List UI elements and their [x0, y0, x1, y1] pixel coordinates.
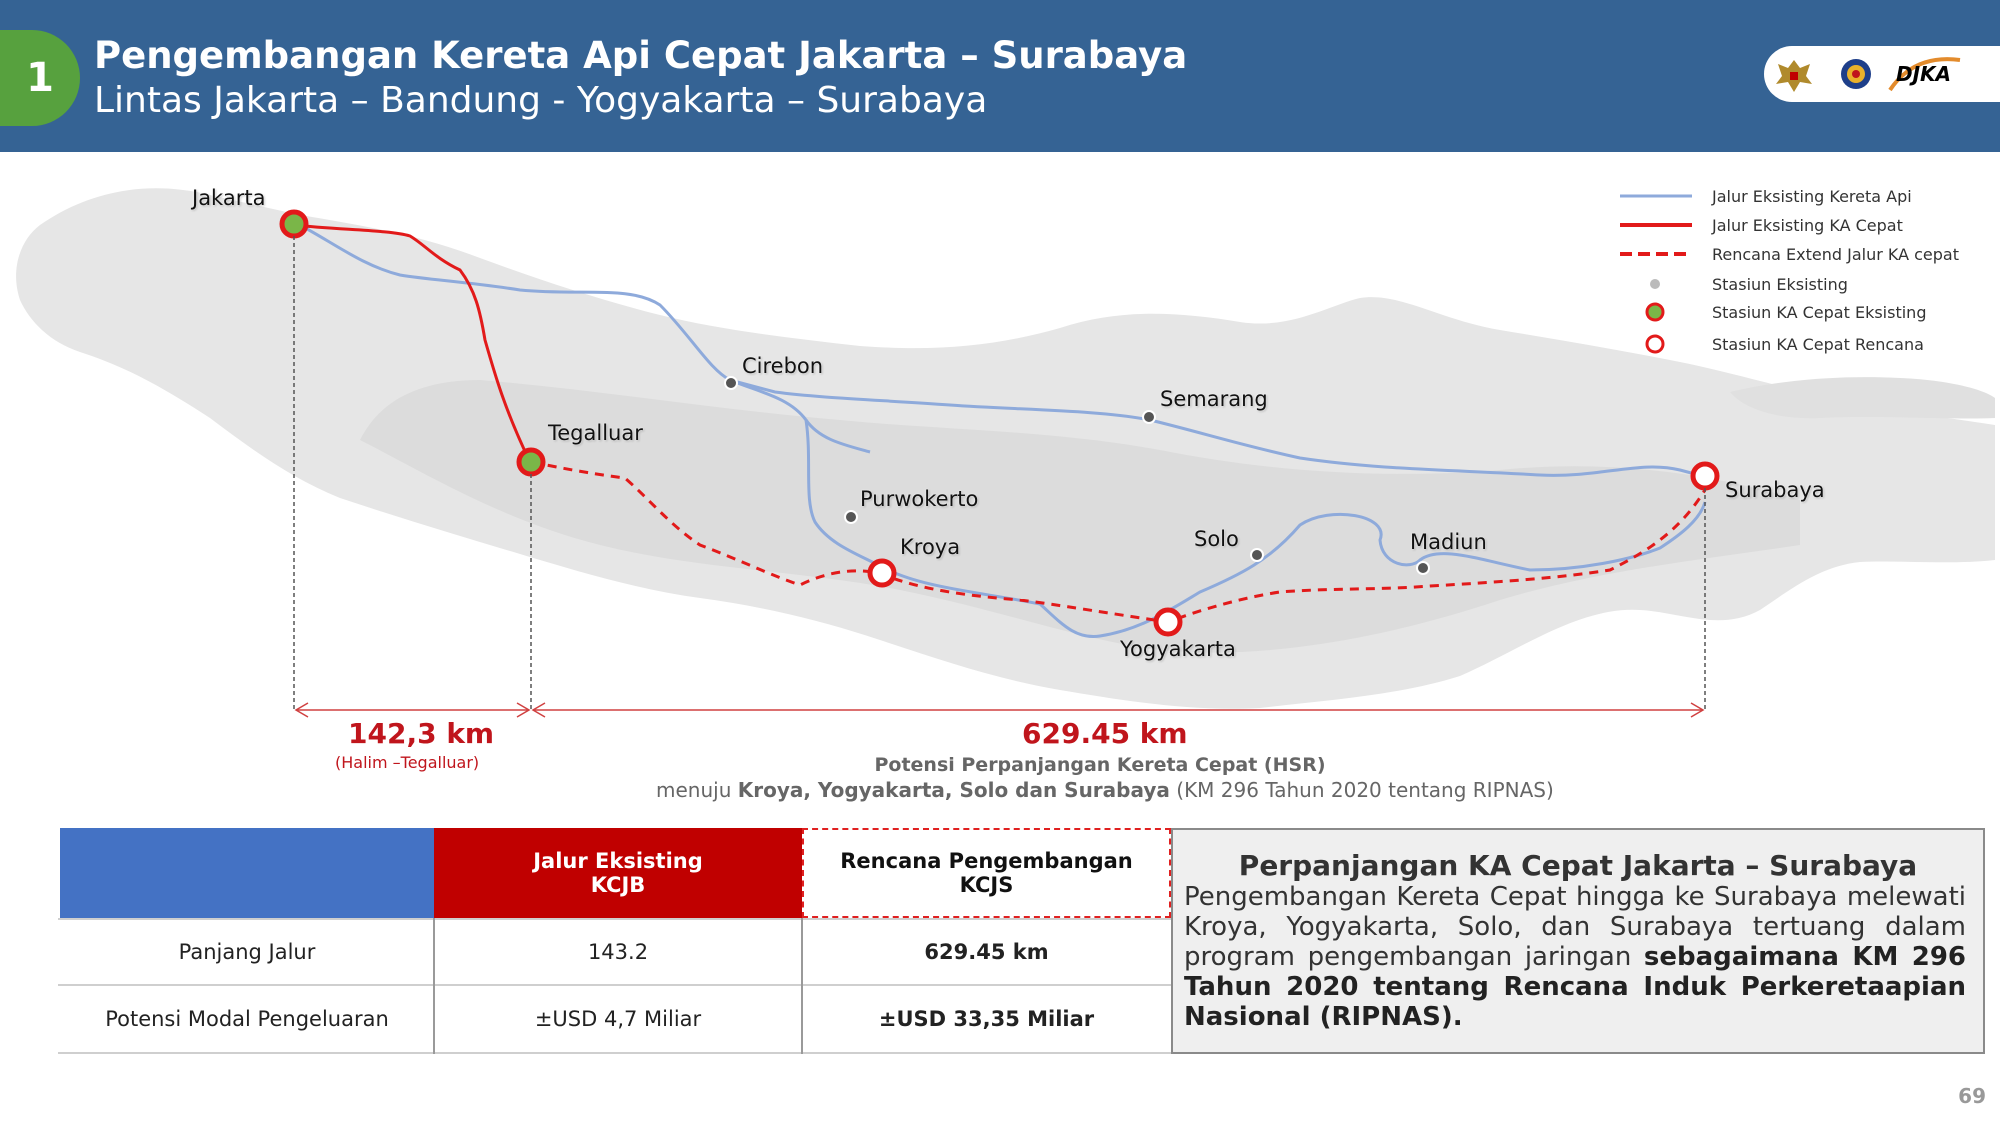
table-row-1-existing: 143.2 — [587, 940, 649, 964]
segment1-distance: 142,3 km — [348, 717, 495, 750]
segment2-note-suffix: (KM 296 Tahun 2020 tentang RIPNAS) — [1169, 778, 1554, 802]
table-row-2-label: Potensi Modal Pengeluaran — [105, 1007, 389, 1031]
hsr-station-yogyakarta — [1156, 610, 1180, 634]
table-header-blank — [60, 828, 434, 918]
distance-arrow-2 — [533, 703, 1703, 717]
header-kcjs-line1: Rencana Pengembangan — [840, 849, 1133, 873]
legend-station-existing: Stasiun Eksisting — [1712, 275, 1848, 294]
table-row-1-label: Panjang Jalur — [178, 940, 316, 964]
table-col-divider — [433, 918, 435, 1054]
segment2-title: Potensi Perpanjangan Kereta Cepat (HSR) — [874, 754, 1326, 776]
header-kcjb-line1: Jalur Eksisting — [533, 849, 703, 873]
table-row-2-existing: ±USD 4,7 Miliar — [534, 1007, 702, 1031]
legend-station-existing-swatch — [1650, 279, 1660, 289]
djka-logo-text: DJKA — [1896, 62, 1952, 86]
table-bottom-border — [58, 1052, 1171, 1054]
table-col-divider — [801, 918, 803, 1054]
station-madiun — [1417, 562, 1429, 574]
segment2-note-bold: Kroya, Yogyakarta, Solo dan Surabaya — [737, 778, 1170, 802]
legend-hsr-station-swatch — [1647, 304, 1663, 320]
city-label-jakarta: Jakarta — [192, 186, 266, 210]
legend-existing-rail: Jalur Eksisting Kereta Api — [1712, 187, 1912, 206]
station-solo — [1251, 549, 1263, 561]
distance-arrow-1 — [296, 703, 529, 717]
info-body — [1184, 882, 1966, 1032]
segment2-note-prefix: menuju — [656, 778, 738, 802]
segment2-distance: 629.45 km — [1022, 717, 1188, 750]
hsr-station-kroya — [870, 561, 894, 585]
legend-symbols — [1620, 196, 1692, 352]
table-header-kcjs — [802, 828, 1171, 918]
page-number: 69 — [1958, 1084, 1986, 1108]
city-label-madiun: Madiun — [1410, 530, 1487, 554]
city-label-purwokerto: Purwokerto — [860, 487, 979, 511]
hsr-station-jakarta — [282, 212, 306, 236]
city-label-cirebon: Cirebon — [742, 354, 824, 378]
segment2-note — [656, 778, 1554, 802]
city-label-tegalluar: Tegalluar — [548, 421, 643, 445]
segment1-note: (Halim –Tegalluar) — [335, 753, 480, 772]
legend-hsr-existing: Jalur Eksisting KA Cepat — [1712, 216, 1903, 235]
legend-hsr-plan-station-swatch — [1647, 336, 1663, 352]
legend-hsr-station-plan: Stasiun KA Cepat Rencana — [1712, 335, 1924, 354]
legend-hsr-station-existing: Stasiun KA Cepat Eksisting — [1712, 303, 1927, 322]
logo-icons — [1764, 46, 2000, 102]
station-cirebon — [725, 377, 737, 389]
info-body-bold: sebagaimana KM 296 Tahun 2020 tentang Rencana Induk Perkeretaapian Nasional (RIPNAS). — [1184, 942, 1967, 1032]
table-header-kcjb — [434, 828, 802, 918]
city-label-semarang: Semarang — [1160, 387, 1268, 411]
table-row-1-plan: 629.45 km — [924, 940, 1049, 964]
logo-panel — [1764, 46, 2000, 102]
java-map — [0, 152, 2000, 812]
page-subtitle: Lintas Jakarta – Bandung - Yogyakarta – Surabaya — [94, 80, 988, 121]
table-row-2-plan: ±USD 33,35 Miliar — [878, 1007, 1095, 1031]
station-semarang — [1143, 411, 1155, 423]
garuda-emblem-icon — [1776, 60, 1812, 92]
info-body-plain: Pengembangan Kereta Cepat hingga ke Surabaya melewati Kroya, Yogyakarta, Solo, dan Surabaya tertuang dalam program pengembangan jaringan — [1184, 882, 1966, 972]
city-label-kroya: Kroya — [900, 535, 961, 559]
slide-number-badge: 1 — [0, 30, 80, 126]
city-label-surabaya: Surabaya — [1725, 478, 1825, 502]
station-purwokerto — [845, 511, 857, 523]
madura-island-shape — [1730, 377, 1995, 418]
hsr-station-tegalluar — [519, 450, 543, 474]
ministry-emblem-icon — [1841, 59, 1871, 89]
page-title: Pengembangan Kereta Api Cepat Jakarta – Surabaya — [94, 34, 1188, 77]
city-label-solo: Solo — [1194, 527, 1239, 551]
header-kcjs-line2: KCJS — [959, 873, 1014, 897]
legend-hsr-plan: Rencana Extend Jalur KA cepat — [1712, 245, 1959, 264]
header-kcjb-line2: KCJB — [590, 873, 646, 897]
city-label-yogyakarta: Yogyakarta — [1120, 637, 1236, 661]
info-title: Perpanjangan KA Cepat Jakarta – Surabaya — [1238, 849, 1918, 882]
hsr-station-surabaya — [1693, 464, 1717, 488]
